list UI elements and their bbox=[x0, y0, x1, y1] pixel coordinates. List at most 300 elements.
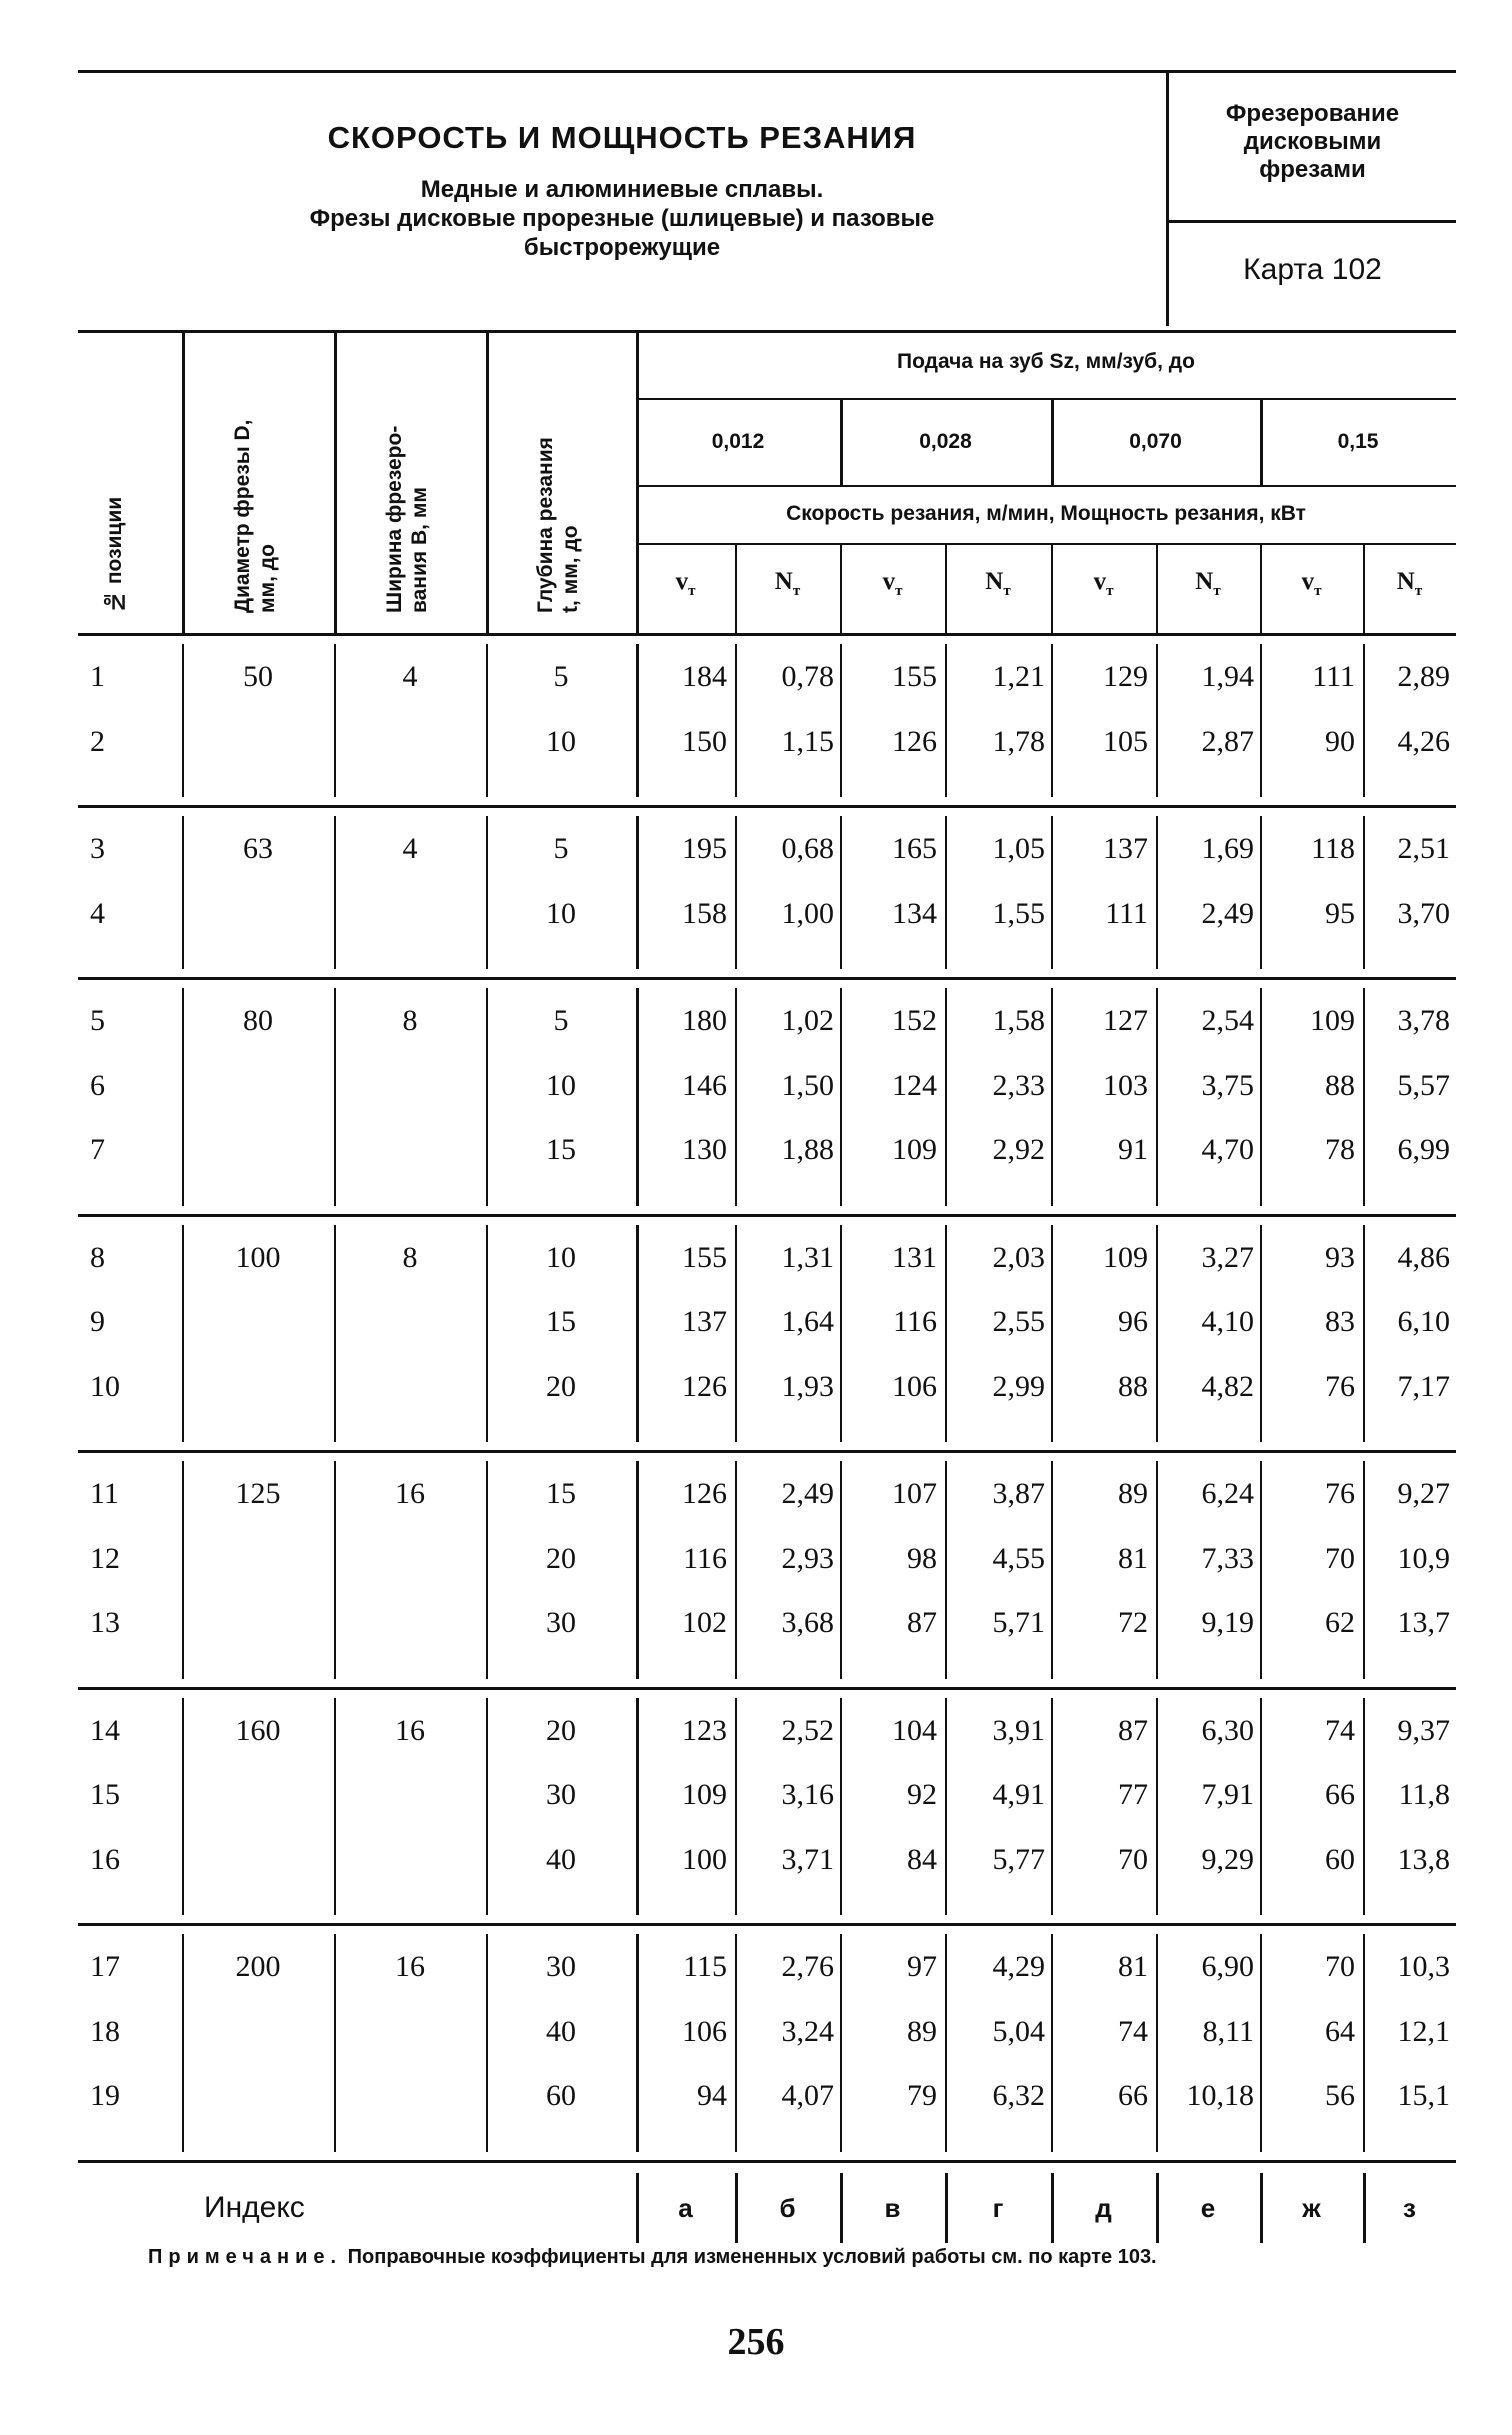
group-5-col-line-5 bbox=[735, 1461, 737, 1679]
index-label: Индекс bbox=[204, 2190, 305, 2224]
index-col-line-4 bbox=[636, 2173, 639, 2243]
group-2-col-line-7 bbox=[945, 816, 947, 969]
symbol-subscript: т bbox=[1213, 583, 1221, 599]
group-5-col-line-4 bbox=[636, 1461, 639, 1679]
table-cell: 81 bbox=[1118, 1950, 1148, 1983]
group-6-col-line-10 bbox=[1260, 1698, 1262, 1916]
table-cell: 184 bbox=[682, 660, 727, 693]
table-cell: 89 bbox=[907, 2014, 937, 2048]
table-cell: 1,05 bbox=[992, 832, 1045, 865]
index-letter-3: в bbox=[884, 2192, 901, 2223]
table-cell: 8 bbox=[90, 1240, 105, 1274]
index-letter-4: г bbox=[992, 2192, 1004, 2223]
table-cell: 80 bbox=[243, 1004, 273, 1037]
table-cell: 4,86 bbox=[1397, 1240, 1450, 1274]
table-cell: 84 bbox=[907, 1842, 937, 1876]
section-title-line-1: Фрезерование bbox=[1225, 100, 1400, 127]
group-3-col-line-4 bbox=[636, 988, 639, 1206]
group-4-col-line-4 bbox=[636, 1225, 639, 1443]
power-symbol-4: $N_т$ bbox=[985, 568, 1011, 599]
table-cell: 10,9 bbox=[1397, 1541, 1450, 1575]
footnote-label: Примечание. bbox=[148, 2246, 343, 2268]
index-letter-5: д bbox=[1095, 2192, 1112, 2223]
table-cell: 2,54 bbox=[1201, 1004, 1254, 1037]
symbol-subscript: т bbox=[895, 583, 903, 599]
table-cell: 123 bbox=[682, 1713, 727, 1747]
table-cell: 5 bbox=[90, 1004, 105, 1037]
feed-header-rule bbox=[636, 398, 1456, 400]
table-cell: 40 bbox=[546, 2014, 576, 2048]
group-2-col-line-9 bbox=[1156, 816, 1158, 969]
table-cell: 30 bbox=[546, 1950, 576, 1983]
group-5-col-line-8 bbox=[1051, 1461, 1053, 1679]
group-6-col-line-11 bbox=[1363, 1698, 1365, 1916]
table-cell: 126 bbox=[682, 1369, 727, 1403]
table-cell: 13,7 bbox=[1397, 1606, 1450, 1639]
col-header-width: Ширина фрезеро- вания B, мм bbox=[383, 425, 431, 613]
table-cell: 78 bbox=[1325, 1133, 1355, 1166]
table-cell: 15 bbox=[546, 1133, 576, 1166]
table-cell: 102 bbox=[682, 1606, 727, 1639]
table-cell: 12 bbox=[90, 1541, 120, 1575]
table-cell: 195 bbox=[682, 832, 727, 865]
group-6-col-line-8 bbox=[1051, 1698, 1053, 1916]
col-header-position: № позиции bbox=[103, 496, 126, 613]
table-cell: 2,76 bbox=[781, 1950, 834, 1983]
group-1-col-line-10 bbox=[1260, 644, 1262, 797]
table-cell: 2,55 bbox=[992, 1305, 1045, 1338]
table-cell: 5,04 bbox=[992, 2014, 1045, 2048]
table-cell: 1,55 bbox=[992, 896, 1045, 930]
table-cell: 13 bbox=[90, 1606, 120, 1639]
table-cell: 16 bbox=[395, 1477, 425, 1510]
table-cell: 4 bbox=[402, 660, 418, 693]
table-cell: 76 bbox=[1325, 1477, 1355, 1510]
table-cell: 83 bbox=[1325, 1305, 1355, 1338]
group-7-rule bbox=[78, 2160, 1456, 2163]
table-cell: 106 bbox=[682, 2014, 727, 2048]
table-cell: 2 bbox=[90, 724, 105, 758]
index-col-line-6 bbox=[840, 2173, 843, 2243]
table-cell: 130 bbox=[682, 1133, 727, 1166]
group-1-col-line-1 bbox=[182, 644, 184, 797]
table-cell: 96 bbox=[1118, 1305, 1148, 1338]
group-6-col-line-4 bbox=[636, 1698, 639, 1916]
table-cell: 3,87 bbox=[992, 1477, 1045, 1510]
table-cell: 4,07 bbox=[781, 2079, 834, 2112]
table-cell: 1,69 bbox=[1201, 832, 1254, 865]
table-cell: 109 bbox=[682, 1778, 727, 1811]
index-col-line-9 bbox=[1156, 2173, 1159, 2243]
index-col-line-11 bbox=[1363, 2173, 1366, 2243]
table-cell: 129 bbox=[1103, 660, 1148, 693]
feed-value-4: 0,15 bbox=[1337, 430, 1379, 453]
table-cell: 1,02 bbox=[781, 1004, 834, 1037]
index-col-line-7 bbox=[945, 2173, 948, 2243]
table-cell: 10 bbox=[546, 1068, 576, 1102]
group-3-col-line-11 bbox=[1363, 988, 1365, 1206]
group-6-col-line-2 bbox=[334, 1698, 336, 1916]
group-2-col-line-1 bbox=[182, 816, 184, 969]
table-cell: 131 bbox=[892, 1240, 937, 1274]
table-cell: 4,26 bbox=[1397, 724, 1450, 758]
group-7-col-line-9 bbox=[1156, 1934, 1158, 2152]
table-cell: 2,49 bbox=[781, 1477, 834, 1510]
table-cell: 2,89 bbox=[1397, 660, 1450, 693]
document-title: СКОРОСТЬ И МОЩНОСТЬ РЕЗАНИЯ bbox=[327, 120, 917, 155]
group-7-col-line-2 bbox=[334, 1934, 336, 2152]
table-cell: 118 bbox=[1311, 832, 1355, 865]
table-cell: 1,93 bbox=[781, 1369, 834, 1403]
table-cell: 63 bbox=[243, 832, 273, 865]
col-header-depth: Глубина резания t, мм, до bbox=[534, 437, 582, 613]
page-number: 256 bbox=[727, 2321, 785, 2363]
table-cell: 6,10 bbox=[1397, 1305, 1450, 1338]
table-cell: 3,71 bbox=[781, 1842, 834, 1876]
table-cell: 5 bbox=[553, 1004, 569, 1037]
footnote bbox=[148, 2245, 1448, 2269]
symbol-subscript: т bbox=[1314, 583, 1322, 599]
group-3-col-line-8 bbox=[1051, 988, 1053, 1206]
group-2-col-line-3 bbox=[486, 816, 488, 969]
table-cell: 87 bbox=[1118, 1713, 1148, 1747]
table-cell: 5,77 bbox=[992, 1842, 1045, 1876]
table-cell: 1,58 bbox=[992, 1004, 1045, 1037]
table-cell: 5,57 bbox=[1397, 1068, 1450, 1102]
table-cell: 6,99 bbox=[1397, 1133, 1450, 1166]
group-1-col-line-7 bbox=[945, 644, 947, 797]
symbol-subscript: т bbox=[792, 583, 801, 599]
group-5-col-line-11 bbox=[1363, 1461, 1365, 1679]
table-cell: 12,1 bbox=[1397, 2014, 1450, 2048]
group-6-col-line-3 bbox=[486, 1698, 488, 1916]
table-cell: 137 bbox=[1103, 832, 1148, 865]
table-cell: 5 bbox=[553, 832, 569, 865]
table-cell: 2,99 bbox=[992, 1369, 1045, 1403]
index-letter-6: е bbox=[1200, 2192, 1216, 2223]
group-1-rule bbox=[78, 805, 1456, 808]
table-cell: 8 bbox=[402, 1004, 418, 1037]
table-cell: 137 bbox=[682, 1305, 727, 1338]
group-1-col-line-5 bbox=[735, 644, 737, 797]
group-7-col-line-8 bbox=[1051, 1934, 1053, 2152]
table-cell: 3,78 bbox=[1397, 1004, 1450, 1037]
header-bottom-rule bbox=[78, 633, 1456, 636]
group-4-col-line-6 bbox=[840, 1225, 842, 1443]
table-cell: 40 bbox=[546, 1842, 576, 1876]
table-cell: 18 bbox=[90, 2014, 120, 2048]
index-col-line-5 bbox=[735, 2173, 738, 2243]
group-4-col-line-3 bbox=[486, 1225, 488, 1443]
table-cell: 56 bbox=[1325, 2079, 1355, 2112]
table-cell: 3,24 bbox=[781, 2014, 834, 2048]
index-letter-8: з bbox=[1403, 2192, 1416, 2223]
speed-header-rule bbox=[636, 543, 1456, 545]
feed-value-1: 0,012 bbox=[711, 430, 765, 453]
table-top-rule bbox=[78, 330, 1456, 333]
group-7-col-line-10 bbox=[1260, 1934, 1262, 2152]
table-cell: 3,70 bbox=[1397, 896, 1450, 930]
table-cell: 77 bbox=[1118, 1778, 1148, 1811]
table-cell: 1,64 bbox=[781, 1305, 834, 1338]
group-1-col-line-6 bbox=[840, 644, 842, 797]
table-cell: 134 bbox=[892, 896, 937, 930]
table-cell: 6,24 bbox=[1201, 1477, 1254, 1510]
table-cell: 15 bbox=[546, 1477, 576, 1510]
group-5-col-line-9 bbox=[1156, 1461, 1158, 1679]
power-symbol-2: $N_т$ bbox=[774, 568, 801, 599]
group-1-col-line-2 bbox=[334, 644, 336, 797]
group-5-rule bbox=[78, 1687, 1456, 1690]
table-cell: 16 bbox=[395, 1713, 425, 1747]
group-6-rule bbox=[78, 1923, 1456, 1926]
speed-symbol-5: $v_т$ bbox=[1093, 568, 1114, 599]
table-cell: 94 bbox=[697, 2079, 727, 2112]
group-2-col-line-6 bbox=[840, 816, 842, 969]
table-cell: 20 bbox=[546, 1713, 576, 1747]
group-4-col-line-11 bbox=[1363, 1225, 1365, 1443]
table-cell: 74 bbox=[1118, 2014, 1148, 2048]
table-cell: 5,71 bbox=[992, 1606, 1045, 1639]
table-cell: 15 bbox=[546, 1305, 576, 1338]
subtitle-line-2: Фрезы дисковые прорезные (шлицевые) и пазовые bbox=[309, 205, 935, 232]
table-cell: 92 bbox=[907, 1778, 937, 1811]
table-cell: 10 bbox=[90, 1369, 120, 1403]
table-cell: 79 bbox=[907, 2079, 937, 2112]
table-cell: 126 bbox=[892, 724, 937, 758]
table-cell: 3,68 bbox=[781, 1606, 834, 1639]
symbol-subscript: т bbox=[1003, 583, 1011, 599]
group-6-col-line-6 bbox=[840, 1698, 842, 1916]
feed-value-3: 0,070 bbox=[1129, 430, 1182, 453]
table-cell: 6,90 bbox=[1201, 1950, 1254, 1983]
table-cell: 4 bbox=[402, 832, 418, 865]
table-cell: 200 bbox=[235, 1950, 281, 1983]
table-cell: 109 bbox=[1310, 1004, 1355, 1037]
document-subtitle bbox=[178, 175, 1066, 262]
table-cell: 88 bbox=[1118, 1369, 1148, 1403]
index-letter-7: ж bbox=[1302, 2192, 1321, 2223]
table-cell: 9,27 bbox=[1397, 1477, 1450, 1510]
table-cell: 111 bbox=[1105, 896, 1148, 930]
table-cell: 125 bbox=[235, 1477, 281, 1510]
table-cell: 74 bbox=[1325, 1713, 1355, 1747]
table-cell: 160 bbox=[235, 1713, 281, 1747]
group-2-col-line-8 bbox=[1051, 816, 1053, 969]
table-cell: 70 bbox=[1325, 1541, 1355, 1575]
group-4-col-line-9 bbox=[1156, 1225, 1158, 1443]
group-4-col-line-10 bbox=[1260, 1225, 1262, 1443]
table-cell: 10 bbox=[546, 1240, 576, 1274]
table-cell: 4,91 bbox=[992, 1778, 1045, 1811]
group-1-col-line-4 bbox=[636, 644, 639, 797]
section-title-line-3: фрезами bbox=[1259, 156, 1366, 183]
table-cell: 3,16 bbox=[781, 1778, 834, 1811]
table-cell: 165 bbox=[892, 832, 937, 865]
table-cell: 2,92 bbox=[992, 1133, 1045, 1166]
header-card-divider bbox=[1169, 220, 1456, 223]
table-cell: 2,51 bbox=[1397, 832, 1450, 865]
table-cell: 64 bbox=[1325, 2014, 1355, 2048]
table-cell: 7 bbox=[90, 1133, 105, 1166]
group-5-col-line-3 bbox=[486, 1461, 488, 1679]
table-cell: 126 bbox=[682, 1477, 727, 1510]
index-letter-2: б bbox=[779, 2192, 796, 2223]
table-cell: 16 bbox=[90, 1842, 120, 1876]
symbol-subscript: т bbox=[688, 583, 696, 599]
group-7-col-line-11 bbox=[1363, 1934, 1365, 2152]
table-cell: 146 bbox=[682, 1068, 727, 1102]
footnote-text: Поправочные коэффициенты для измененных условий работы см. по карте 103. bbox=[347, 2246, 1157, 2268]
group-5-col-line-2 bbox=[334, 1461, 336, 1679]
table-cell: 1,00 bbox=[781, 896, 834, 930]
table-cell: 10,18 bbox=[1186, 2079, 1254, 2112]
table-cell: 89 bbox=[1118, 1477, 1148, 1510]
group-1-col-line-9 bbox=[1156, 644, 1158, 797]
speed-power-header: Скорость резания, м/мин, Мощность резания, кВт bbox=[786, 502, 1306, 525]
table-cell: 103 bbox=[1103, 1068, 1148, 1102]
group-5-col-line-10 bbox=[1260, 1461, 1262, 1679]
index-letter-1: а bbox=[678, 2192, 693, 2223]
table-cell: 30 bbox=[546, 1606, 576, 1639]
table-cell: 152 bbox=[892, 1004, 937, 1037]
header-col-line-1 bbox=[334, 330, 337, 633]
table-cell: 19 bbox=[90, 2079, 120, 2112]
group-2-rule bbox=[78, 977, 1456, 980]
speed-symbol-3: $v_т$ bbox=[882, 568, 903, 599]
table-cell: 87 bbox=[907, 1606, 937, 1639]
table-cell: 111 bbox=[1312, 660, 1355, 693]
table-cell: 2,03 bbox=[992, 1240, 1045, 1274]
section-title bbox=[1169, 100, 1456, 184]
table-cell: 30 bbox=[546, 1778, 576, 1811]
group-1-col-line-3 bbox=[486, 644, 488, 797]
table-cell: 115 bbox=[683, 1950, 727, 1983]
table-cell: 14 bbox=[90, 1713, 120, 1747]
group-7-col-line-7 bbox=[945, 1934, 947, 2152]
group-7-col-line-5 bbox=[735, 1934, 737, 2152]
group-5-col-line-1 bbox=[182, 1461, 184, 1679]
index-col-line-10 bbox=[1260, 2173, 1263, 2243]
table-cell: 62 bbox=[1325, 1606, 1355, 1639]
table-cell: 7,91 bbox=[1201, 1778, 1254, 1811]
group-4-col-line-5 bbox=[735, 1225, 737, 1443]
table-cell: 4 bbox=[90, 896, 105, 930]
table-cell: 1,21 bbox=[992, 660, 1045, 693]
table-cell: 10 bbox=[546, 896, 576, 930]
group-2-col-line-4 bbox=[636, 816, 639, 969]
group-6-col-line-1 bbox=[182, 1698, 184, 1916]
table-cell: 1,31 bbox=[781, 1240, 834, 1274]
group-3-col-line-5 bbox=[735, 988, 737, 1206]
table-cell: 10 bbox=[546, 724, 576, 758]
group-3-col-line-10 bbox=[1260, 988, 1262, 1206]
feed-values-rule bbox=[636, 485, 1456, 487]
table-cell: 50 bbox=[243, 660, 273, 693]
table-cell: 109 bbox=[1103, 1240, 1148, 1274]
table-cell: 70 bbox=[1118, 1842, 1148, 1876]
table-cell: 10,3 bbox=[1397, 1950, 1450, 1983]
table-cell: 127 bbox=[1103, 1004, 1148, 1037]
table-cell: 155 bbox=[682, 1240, 727, 1274]
table-cell: 15 bbox=[90, 1778, 120, 1811]
group-4-col-line-1 bbox=[182, 1225, 184, 1443]
table-cell: 93 bbox=[1325, 1240, 1355, 1274]
speed-symbol-7: $v_т$ bbox=[1301, 568, 1322, 599]
header-col-line-0 bbox=[182, 330, 185, 633]
table-cell: 124 bbox=[892, 1068, 937, 1102]
table-cell: 2,93 bbox=[781, 1541, 834, 1575]
table-cell: 4,10 bbox=[1201, 1305, 1254, 1338]
group-6-col-line-5 bbox=[735, 1698, 737, 1916]
table-cell: 97 bbox=[907, 1950, 937, 1983]
group-4-rule bbox=[78, 1450, 1456, 1453]
power-symbol-6: $N_т$ bbox=[1195, 568, 1221, 599]
table-cell: 9 bbox=[90, 1305, 105, 1338]
table-cell: 2,52 bbox=[781, 1713, 834, 1747]
group-2-col-line-11 bbox=[1363, 816, 1365, 969]
table-cell: 0,68 bbox=[781, 832, 834, 865]
table-cell: 107 bbox=[892, 1477, 937, 1510]
table-cell: 8 bbox=[402, 1240, 418, 1274]
section-title-line-2: дисковыми bbox=[1243, 128, 1382, 155]
table-cell: 6,32 bbox=[992, 2079, 1045, 2112]
table-cell: 104 bbox=[892, 1713, 937, 1747]
table-cell: 88 bbox=[1325, 1068, 1355, 1102]
table-cell: 8,11 bbox=[1202, 2014, 1254, 2048]
table-cell: 20 bbox=[546, 1541, 576, 1575]
table-cell: 11,8 bbox=[1398, 1778, 1450, 1811]
table-cell: 9,29 bbox=[1201, 1842, 1254, 1876]
table-cell: 0,78 bbox=[781, 660, 834, 693]
table-cell: 150 bbox=[682, 724, 727, 758]
table-cell: 9,19 bbox=[1201, 1606, 1254, 1639]
table-cell: 95 bbox=[1325, 896, 1355, 930]
table-cell: 13,8 bbox=[1397, 1842, 1450, 1876]
group-4-col-line-8 bbox=[1051, 1225, 1053, 1443]
table-cell: 66 bbox=[1325, 1778, 1355, 1811]
power-symbol-8: $N_т$ bbox=[1396, 568, 1423, 599]
group-6-col-line-9 bbox=[1156, 1698, 1158, 1916]
top-rule bbox=[78, 70, 1456, 73]
table-cell: 70 bbox=[1325, 1950, 1355, 1983]
table-cell: 4,55 bbox=[992, 1541, 1045, 1575]
table-cell: 100 bbox=[235, 1240, 281, 1274]
table-cell: 76 bbox=[1325, 1369, 1355, 1403]
group-7-col-line-4 bbox=[636, 1934, 639, 2152]
feed-value-2: 0,028 bbox=[919, 430, 972, 453]
table-cell: 6,30 bbox=[1201, 1713, 1254, 1747]
group-2-col-line-2 bbox=[334, 816, 336, 969]
table-cell: 91 bbox=[1118, 1133, 1148, 1166]
group-7-col-line-3 bbox=[486, 1934, 488, 2152]
table-cell: 98 bbox=[907, 1541, 937, 1575]
table-cell: 6 bbox=[90, 1068, 105, 1102]
group-6-col-line-7 bbox=[945, 1698, 947, 1916]
group-2-col-line-5 bbox=[735, 816, 737, 969]
table-cell: 106 bbox=[892, 1369, 937, 1403]
table-cell: 1,78 bbox=[992, 724, 1045, 758]
group-1-col-line-11 bbox=[1363, 644, 1365, 797]
table-cell: 158 bbox=[682, 896, 727, 930]
group-3-rule bbox=[78, 1214, 1456, 1217]
group-7-col-line-6 bbox=[840, 1934, 842, 2152]
table-cell: 90 bbox=[1325, 724, 1355, 758]
table-cell: 105 bbox=[1103, 724, 1148, 758]
table-cell: 4,82 bbox=[1201, 1369, 1254, 1403]
table-cell: 4,70 bbox=[1201, 1133, 1254, 1166]
table-cell: 155 bbox=[892, 660, 937, 693]
